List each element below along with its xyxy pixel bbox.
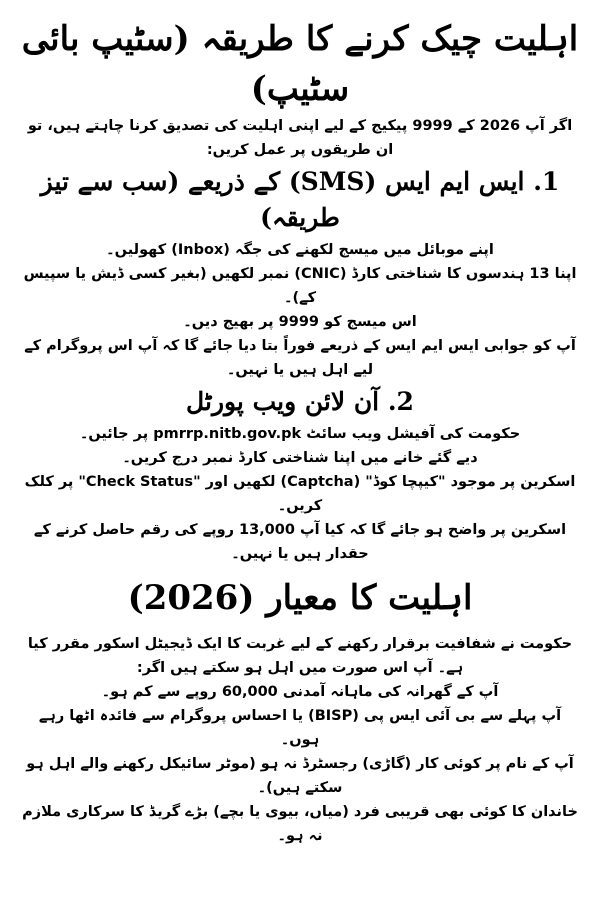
- title-line-1: اہلیت چیک کرنے کا طریقہ (سٹیپ بائی: [21, 19, 579, 59]
- section-sms-heading: 1. ایس ایم ایس (SMS) کے ذریعے (سب سے تیز طریقہ): [40, 167, 560, 232]
- web-step-3: اسکرین پر موجود "کیپچا کوڈ" (Captcha) لکھیں اور "Check Status" پر کلک کریں۔: [24, 474, 576, 514]
- web-step-4: اسکرین پر واضح ہو جائے گا کہ کیا آپ 13,000 روپے کی رقم حاصل کرنے کے حقدار ہیں یا نہیں۔: [33, 522, 567, 562]
- criteria-item-4: خاندان کا کوئی بھی قریبی فرد (میاں، بیوی یا بچے) بڑے گریڈ کا سرکاری ملازم نہ ہو۔: [22, 804, 578, 844]
- section-web-portal-heading: 2. آن لائن ویب پورٹل: [186, 387, 414, 416]
- criteria-item-3: آپ کے نام پر کوئی کار (گاڑی) رجسٹرڈ نہ ہو (موٹر سائیکل رکھنے والے اہل ہو سکتے ہیں)۔: [26, 756, 574, 796]
- sms-step-3: اس میسج کو 9999 پر بھیج دیں۔: [183, 314, 417, 330]
- criteria-item-1: آپ کے گھرانہ کی ماہانہ آمدنی 60,000 روپے سے کم ہو۔: [101, 684, 499, 700]
- web-step-1: حکومت کی آفیشل ویب سائٹ pmrrp.nitb.gov.pk پر جائیں۔: [79, 426, 521, 442]
- sms-step-4: آپ کو جوابی ایس ایم ایس کے ذریعے فوراً بتا دیا جائے گا کہ آپ اس پروگرام کے لیے اہل ہیں یا نہیں۔: [24, 338, 576, 378]
- sms-step-1: اپنے موبائل میں میسج لکھنے کی جگہ (Inbox) کھولیں۔: [106, 242, 494, 258]
- title-line-2: سٹیپ): [250, 69, 350, 109]
- criteria-item-2: آپ پہلے سے بی آئی ایس پی (BISP) یا احساس پروگرام سے فائدہ اٹھا رہے ہوں۔: [38, 708, 562, 748]
- sms-step-2: اپنا 13 ہندسوں کا شناختی کارڈ (CNIC) نمبر لکھیں (بغیر کسی ڈیش یا سپیس کے)۔: [23, 266, 577, 306]
- intro-paragraph: اگر آپ 2026 کے 9999 پیکیج کے لیے اپنی اہلیت کی تصدیق کرنا چاہتے ہیں، تو ان طریقوں پر عمل کریں:: [27, 118, 573, 158]
- eligibility-intro: حکومت نے شفافیت برقرار رکھنے کے لیے غربت کا ایک ڈیجیٹل اسکور مقرر کیا ہے۔ آپ اس صورت میں اہل ہو سکتے ہیں اگر:: [27, 636, 573, 676]
- web-step-2: دیے گئے خانے میں اپنا شناختی کارڈ نمبر درج کریں۔: [122, 450, 478, 466]
- eligibility-criteria-heading: اہلیت کا معیار (2026): [127, 578, 473, 618]
- page-title: [18, 14, 582, 114]
